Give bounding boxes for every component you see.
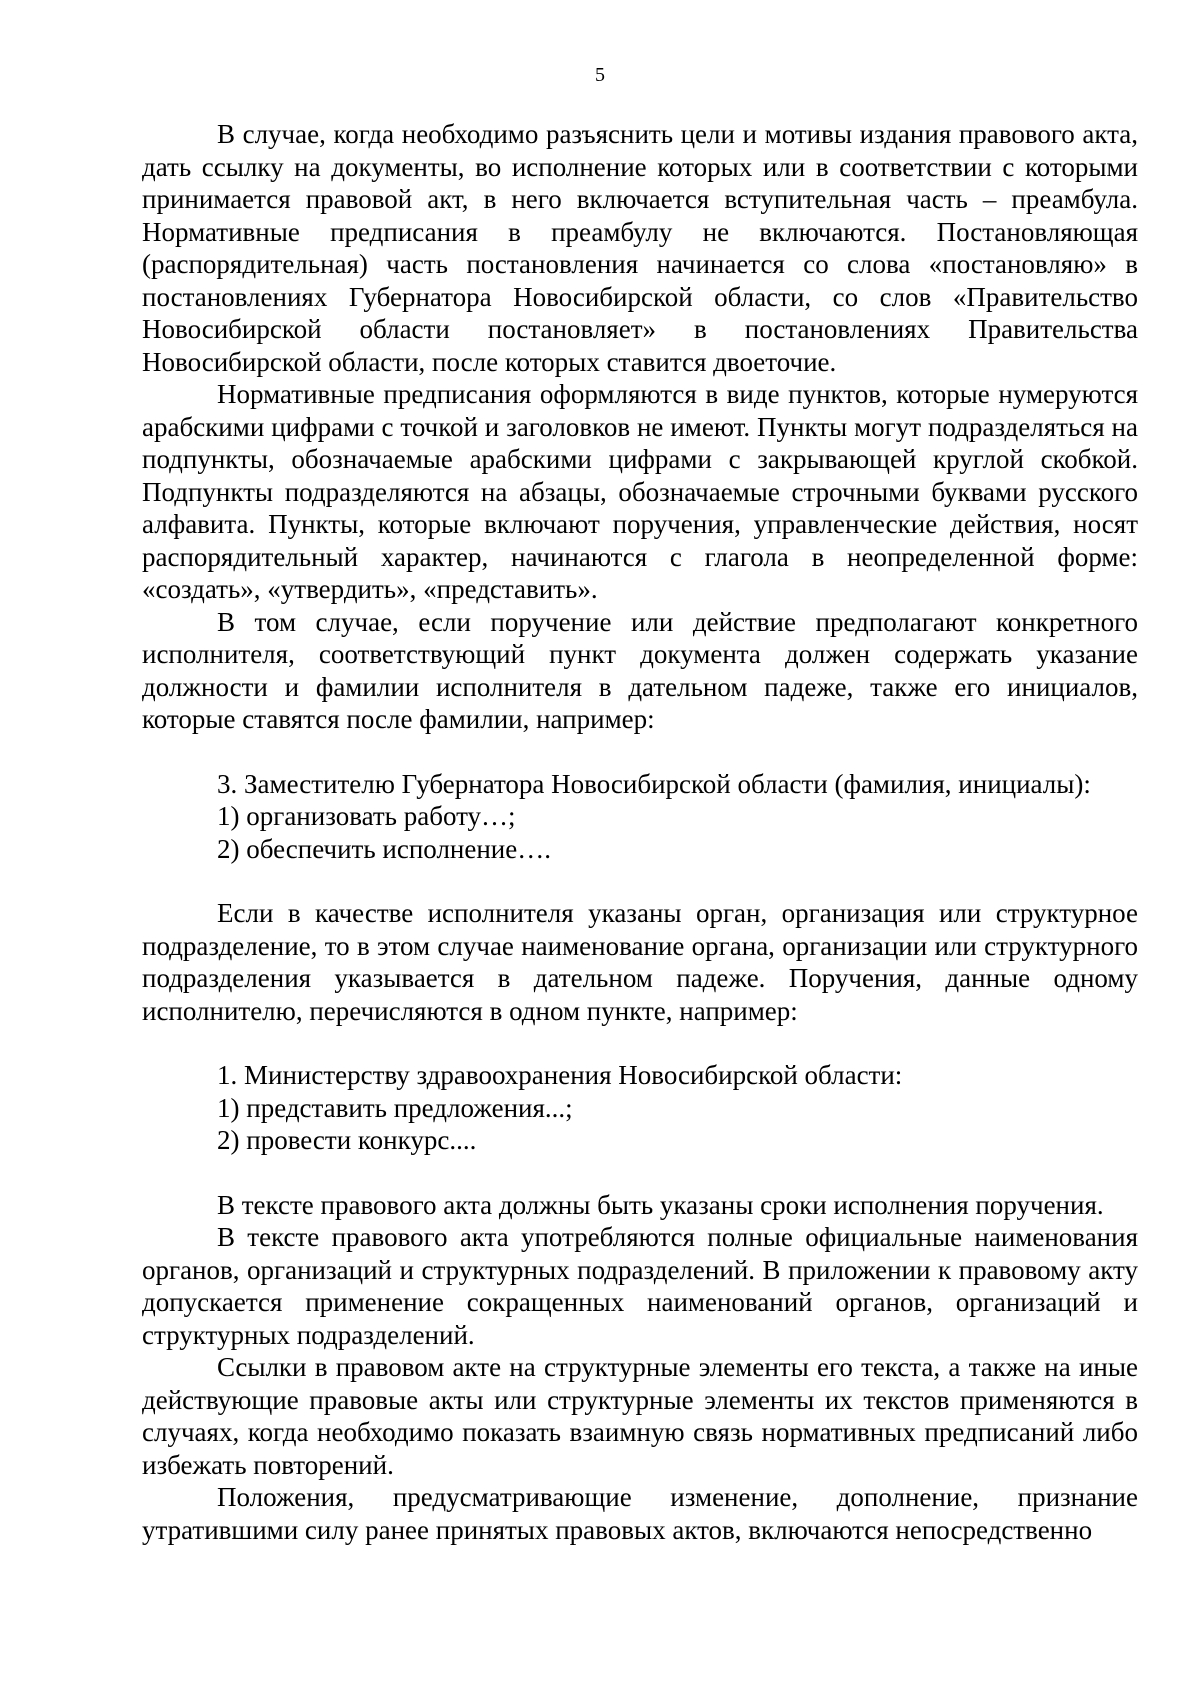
example-line: 1) представить предложения...;	[217, 1092, 573, 1123]
paragraph-organization-executor: Если в качестве исполнителя указаны орган, организация или структурное подразделение, то в этом случае наименование органа, организации или структурного подразделения указывается в дательном падеже. Поручения, данные одному исполнителю, перечисляются в одном пункте, например:	[142, 898, 1138, 1026]
example-line: 1) организовать работу…;	[217, 801, 516, 831]
spacer	[142, 1157, 1138, 1189]
paragraph-normative-provisions: Нормативные предписания оформляются в виде пунктов, которые нумеруются арабскими цифрами с точкой и заголовков не имеют. Пункты могут подразделяться на подпункты, обозначаемые арабскими цифрами с закрывающей круглой скобкой. Подпункты подразделяются на абзацы, обозначаемые строчными буквами русского алфавита. Пункты, которые включают поручения, управленческие действия, носят распорядительный характер, начинаются с глагола в неопределенной форме: «создать», «утвердить», «представить».	[142, 379, 1138, 604]
paragraph-preamble: В случае, когда необходимо разъяснить цели и мотивы издания правового акта, дать ссылку на документы, во исполнение которых или в соответствии с которыми принимается правовой акт, в него включается вступительная часть – преамбула. Нормативные предписания в преамбулу не включаются. Постановляющая (распорядительная) часть постановления начинается со слова «постановляю» в постановлениях Губернатора Новосибирской области, со слов «Правительство Новосибирской области постановляет» в постановлениях Правительства Новосибирской области, после которых ставится двоеточие.	[142, 119, 1138, 377]
spacer	[142, 1027, 1138, 1059]
page-number: 5	[595, 64, 605, 86]
example-line: 2) провести конкурс....	[217, 1125, 477, 1155]
paragraph-deadlines: В тексте правового акта должны быть указаны сроки исполнения поручения.	[217, 1189, 1104, 1220]
document-body	[142, 118, 1138, 1546]
spacer	[142, 736, 1138, 768]
paragraph-amendments: Положения, предусматривающие изменение, дополнение, признание утратившими силу ранее принятых правовых актов, включаются непосредственно	[142, 1482, 1138, 1545]
example-line: 3. Заместителю Губернатора Новосибирской области (фамилия, инициалы):	[217, 768, 1091, 799]
paragraph-official-names: В тексте правового акта употребляются полные официальные наименования органов, организаций и структурных подразделений. В приложении к правовому акту допускается применение сокращенных наименований органов, организаций и структурных подразделений.	[142, 1222, 1138, 1350]
paragraph-references: Ссылки в правовом акте на структурные элементы его текста, а также на иные действующие правовые акты или структурные элементы их текстов применяются в случаях, когда необходимо показать взаимную связь нормативных предписаний либо избежать повторений.	[142, 1352, 1138, 1480]
paragraph-executor: В том случае, если поручение или действие предполагают конкретного исполнителя, соответствующий пункт документа должен содержать указание должности и фамилии исполнителя в дательном падеже, также его инициалов, которые ставятся после фамилии, например:	[142, 606, 1138, 734]
spacer	[142, 865, 1138, 897]
example-line: 2) обеспечить исполнение….	[217, 833, 551, 864]
example-line: 1. Министерству здравоохранения Новосибирской области:	[217, 1060, 903, 1090]
